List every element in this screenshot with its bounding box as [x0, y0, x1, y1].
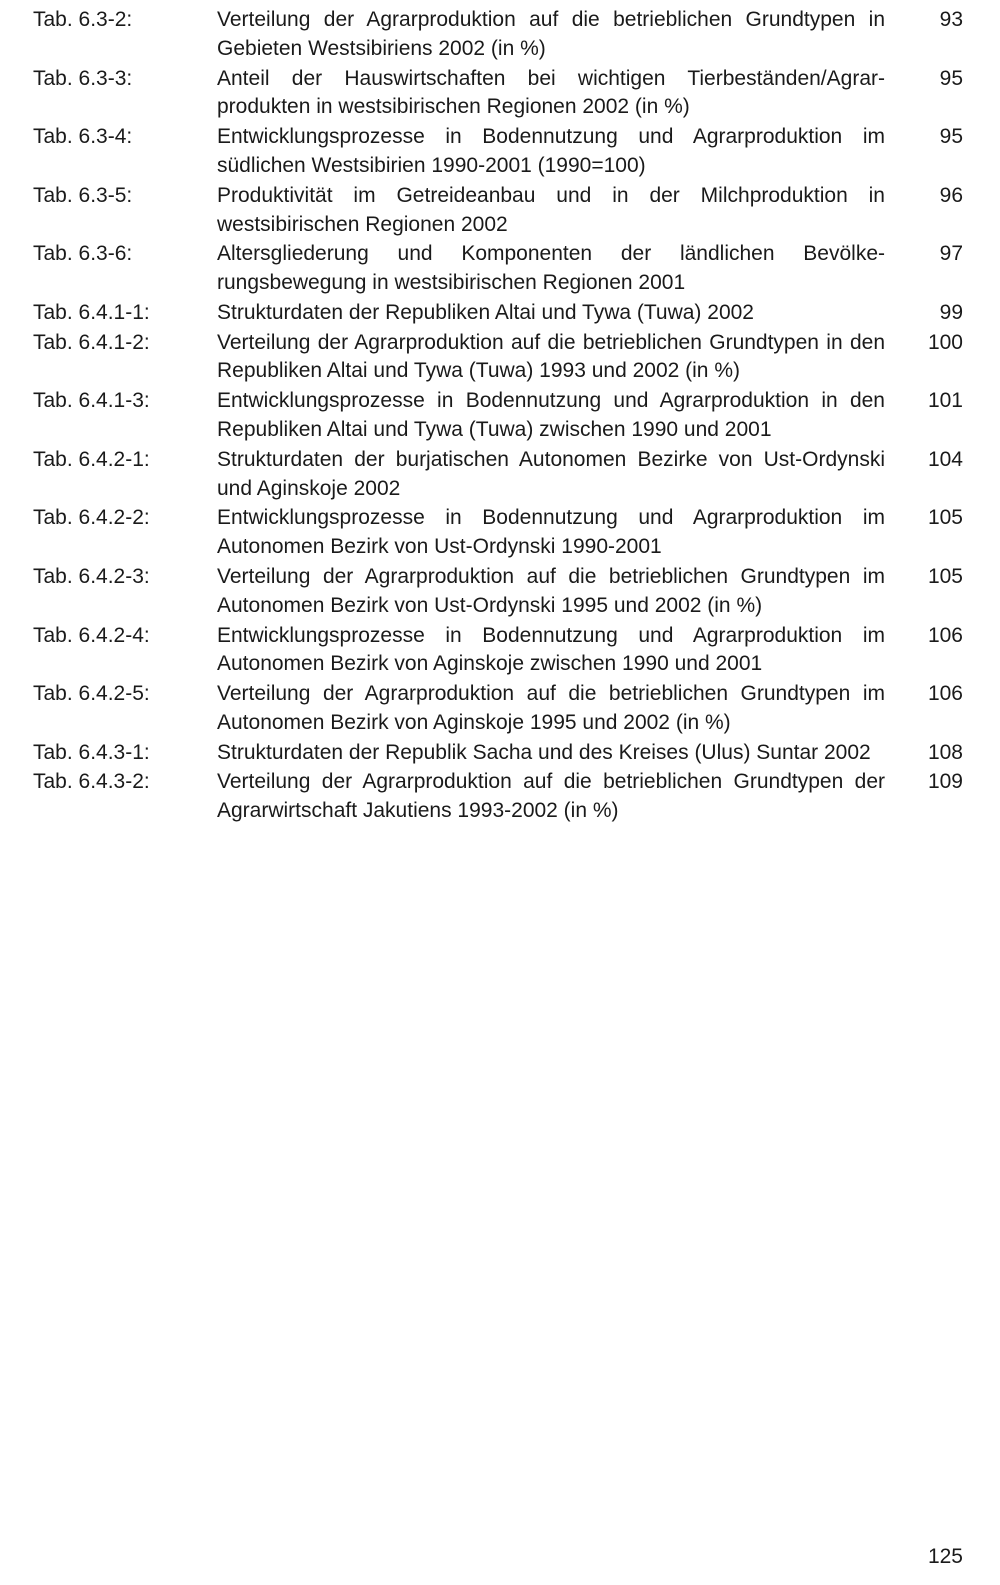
entry-page: 95: [939, 125, 963, 149]
entry-title: Strukturdaten der Republik Sacha und des Kreises (Ulus) Suntar 2002: [217, 740, 871, 764]
entry-title: Entwicklungsprozesse in Bodennutzung und Agrarproduktion im Autonomen Bezirk von Aginskoje zwischen 1990 und 2001: [217, 623, 885, 676]
entry-page: 105: [927, 506, 963, 530]
entry-page: 99: [939, 300, 963, 324]
entry-page: 100: [927, 330, 963, 354]
table-of-tables: [33, 6, 963, 827]
entry-page: 106: [927, 682, 963, 706]
toc-entry: [33, 6, 963, 64]
entry-page: 106: [927, 623, 963, 647]
entry-page: 97: [939, 242, 963, 266]
entry-page: 93: [939, 8, 963, 31]
toc-entry: [33, 768, 963, 826]
entry-page: 101: [927, 389, 963, 413]
entry-title: Altersgliederung und Komponenten der ländlichen Bevölke-rungsbewegung in westsibirischen Regionen 2001: [217, 242, 885, 295]
toc-entry: [33, 123, 963, 181]
entry-label: Tab. 6.4.2-5:: [33, 682, 150, 706]
entry-label: Tab. 6.3-2:: [33, 8, 133, 31]
entry-page: 108: [927, 740, 963, 764]
toc-entry: [33, 680, 963, 738]
toc-entry: [33, 65, 963, 123]
entry-title: Entwicklungsprozesse in Bodennutzung und Agrarproduktion im südlichen Westsibirien 1990-2001 (1990=100): [217, 125, 885, 177]
toc-entry: [33, 563, 963, 621]
toc-entry: [33, 387, 963, 445]
toc-entry: [33, 739, 963, 768]
entry-label: Tab. 6.4.2-4:: [33, 623, 150, 647]
entry-label: Tab. 6.4.2-3:: [33, 564, 150, 588]
entry-label: Tab. 6.4.1-3:: [33, 389, 150, 413]
entry-page: 96: [939, 183, 963, 207]
entry-title: Strukturdaten der Republiken Altai und Tywa (Tuwa) 2002: [217, 300, 754, 324]
entry-label: Tab. 6.3-5:: [33, 183, 133, 207]
entry-label: Tab. 6.4.2-2:: [33, 506, 150, 530]
toc-entry: [33, 622, 963, 680]
entry-title: Verteilung der Agrarproduktion auf die betrieblichen Grundtypen der Agrarwirtschaft Jakutiens 1993-2002 (in %): [217, 770, 885, 823]
entry-title: Strukturdaten der burjatischen Autonomen Bezirke von Ust-Ordynski und Aginskoje 2002: [217, 447, 885, 500]
entry-label: Tab. 6.4.3-1:: [33, 740, 150, 764]
entry-label: Tab. 6.3-3:: [33, 66, 133, 90]
entry-title: Anteil der Hauswirtschaften bei wichtigen Tierbeständen/Agrar-produkten in westsibirischen Regionen 2002 (in %): [217, 66, 885, 119]
entry-title: Verteilung der Agrarproduktion auf die betrieblichen Grundtypen im Autonomen Bezirk von Aginskoje 1995 und 2002 (in %): [217, 682, 885, 734]
toc-entry: [33, 299, 963, 328]
toc-entry: [33, 240, 963, 298]
entry-page: 109: [927, 770, 963, 794]
entry-page: 105: [927, 564, 963, 588]
entry-title: Verteilung der Agrarproduktion auf die betrieblichen Grundtypen in Gebieten Westsibiriens 2002 (in %): [217, 8, 885, 60]
entry-title: Verteilung der Agrarproduktion auf die betrieblichen Grundtypen im Autonomen Bezirk von Ust-Ordynski 1995 und 2002 (in %): [217, 564, 885, 617]
toc-entry: [33, 329, 963, 387]
entry-label: Tab. 6.4.3-2:: [33, 770, 150, 794]
entry-label: Tab. 6.3-6:: [33, 242, 133, 266]
entry-title: Entwicklungsprozesse in Bodennutzung und Agrarproduktion in den Republiken Altai und Tywa (Tuwa) zwischen 1990 und 2001: [217, 389, 885, 441]
entry-title: Produktivität im Getreideanbau und in der Milchproduktion in westsibirischen Regionen 2002: [217, 183, 885, 236]
entry-label: Tab. 6.3-4:: [33, 125, 133, 149]
entry-page: 104: [927, 447, 963, 471]
entry-title: Verteilung der Agrarproduktion auf die betrieblichen Grundtypen in den Republiken Altai und Tywa (Tuwa) 1993 und 2002 (in %): [217, 330, 885, 383]
toc-entry: [33, 446, 963, 504]
entry-page: 95: [939, 66, 963, 90]
entry-title: Entwicklungsprozesse in Bodennutzung und Agrarproduktion im Autonomen Bezirk von Ust-Ordynski 1990-2001: [217, 506, 885, 559]
entry-label: Tab. 6.4.1-2:: [33, 330, 150, 354]
entry-label: Tab. 6.4.1-1:: [33, 300, 150, 324]
toc-entry: [33, 182, 963, 240]
entry-label: Tab. 6.4.2-1:: [33, 447, 150, 471]
page-number: 125: [927, 1545, 963, 1568]
toc-entry: [33, 504, 963, 562]
